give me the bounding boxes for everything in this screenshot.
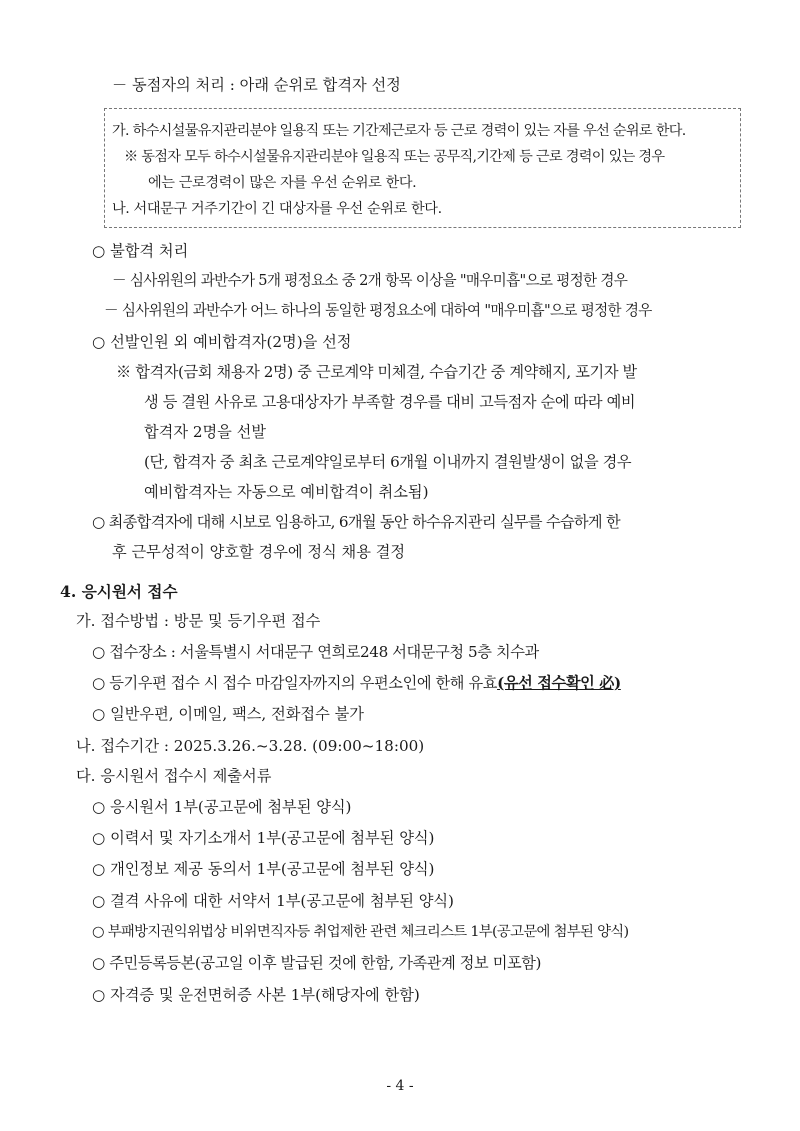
submit-place: ○ 접수장소 : 서울특별시 서대문구 연희로248 서대문구청 5층 치수과 (92, 643, 539, 661)
tie-note-line1: ※ 동점자 모두 하수시설물유지관리분야 일용직 또는 공무직,기간제 등 근로 경력이 있는 경우 (124, 149, 665, 165)
submit-period: 나. 접수기간 : 2025.3.26.~3.28. (09:00~18:00) (76, 737, 425, 755)
registered-mail-text: ○ 등기우편 접수 시 접수 마감일자까지의 우편소인에 한해 유효 (92, 674, 498, 692)
fail-item-2: － 심사위원의 과반수가 어느 하나의 동일한 평정요소에 대하여 "매우미흡"으로 평정한 경우 (104, 302, 652, 319)
required-doc-item: ○ 부패방지권익위법상 비위면직자등 취업제한 관련 체크리스트 1부(공고문에 첨부된 양식) (92, 924, 629, 940)
section-4-heading: 4. 응시원서 접수 (60, 582, 178, 601)
final-line-1: ○ 최종합격자에 대해 시보로 임용하고, 6개월 동안 하수유지관리 실무를 수습하게 한 (92, 513, 620, 531)
required-doc-item: ○ 이력서 및 자기소개서 1부(공고문에 첨부된 양식) (92, 829, 435, 847)
tie-rule: － 동점자의 처리 : 아래 순위로 합격자 선정 (112, 76, 401, 94)
required-docs-title: 다. 응시원서 접수시 제출서류 (76, 767, 272, 785)
required-doc-item: ○ 자격증 및 운전면허증 사본 1부(해당자에 한함) (92, 986, 420, 1004)
reserve-note-3: 합격자 2명을 선발 (144, 423, 267, 441)
not-allowed-note: ○ 일반우편, 이메일, 팩스, 전화접수 불가 (92, 705, 364, 723)
fail-title: ○ 불합격 처리 (92, 242, 189, 260)
final-line-2: 후 근무성적이 양호할 경우에 정식 채용 결정 (112, 543, 406, 561)
submit-method: 가. 접수방법 : 방문 및 등기우편 접수 (76, 612, 321, 630)
reserve-note-2: 생 등 결원 사유로 고용대상자가 부족할 경우를 대비 고득점자 순에 따라 예비 (144, 393, 636, 411)
reserve-note-1: ※ 합격자(금회 채용자 2명) 중 근로계약 미체결, 수습기간 중 계약해지, 포기자 발 (116, 363, 637, 381)
fail-item-1: － 심사위원의 과반수가 5개 평정요소 중 2개 항목 이상을 "매우미흡"으로 평정한 경우 (112, 272, 628, 289)
registered-mail-note (92, 673, 621, 693)
required-doc-item: ○ 응시원서 1부(공고문에 첨부된 양식) (92, 798, 352, 816)
reserve-note-4: (단, 합격자 중 최초 근로계약일로부터 6개월 이내까지 결원발생이 없을 경우 (144, 453, 632, 471)
reserve-note-5: 예비합격자는 자동으로 예비합격이 취소됨) (144, 483, 429, 501)
page-number: - 4 - (386, 1078, 414, 1094)
required-doc-item: ○ 주민등록등본(공고일 이후 발급된 것에 한함, 가족관계 정보 미포함) (92, 954, 542, 972)
phone-confirm-emphasis: (유선 접수확인 必) (497, 674, 621, 692)
tie-criterion-na: 나. 서대문구 거주기간이 긴 대상자를 우선 순위로 한다. (112, 201, 442, 217)
required-doc-item: ○ 개인정보 제공 동의서 1부(공고문에 첨부된 양식) (92, 860, 435, 878)
reserve-title: ○ 선발인원 외 예비합격자(2명)을 선정 (92, 333, 352, 351)
tie-note-line2: 에는 근로경력이 많은 자를 우선 순위로 한다. (148, 175, 417, 191)
required-doc-item: ○ 결격 사유에 대한 서약서 1부(공고문에 첨부된 양식) (92, 892, 454, 910)
tie-criterion-ga: 가. 하수시설물유지관리분야 일용직 또는 기간제근로자 등 근로 경력이 있는 자를 우선 순위로 한다. (112, 123, 686, 139)
